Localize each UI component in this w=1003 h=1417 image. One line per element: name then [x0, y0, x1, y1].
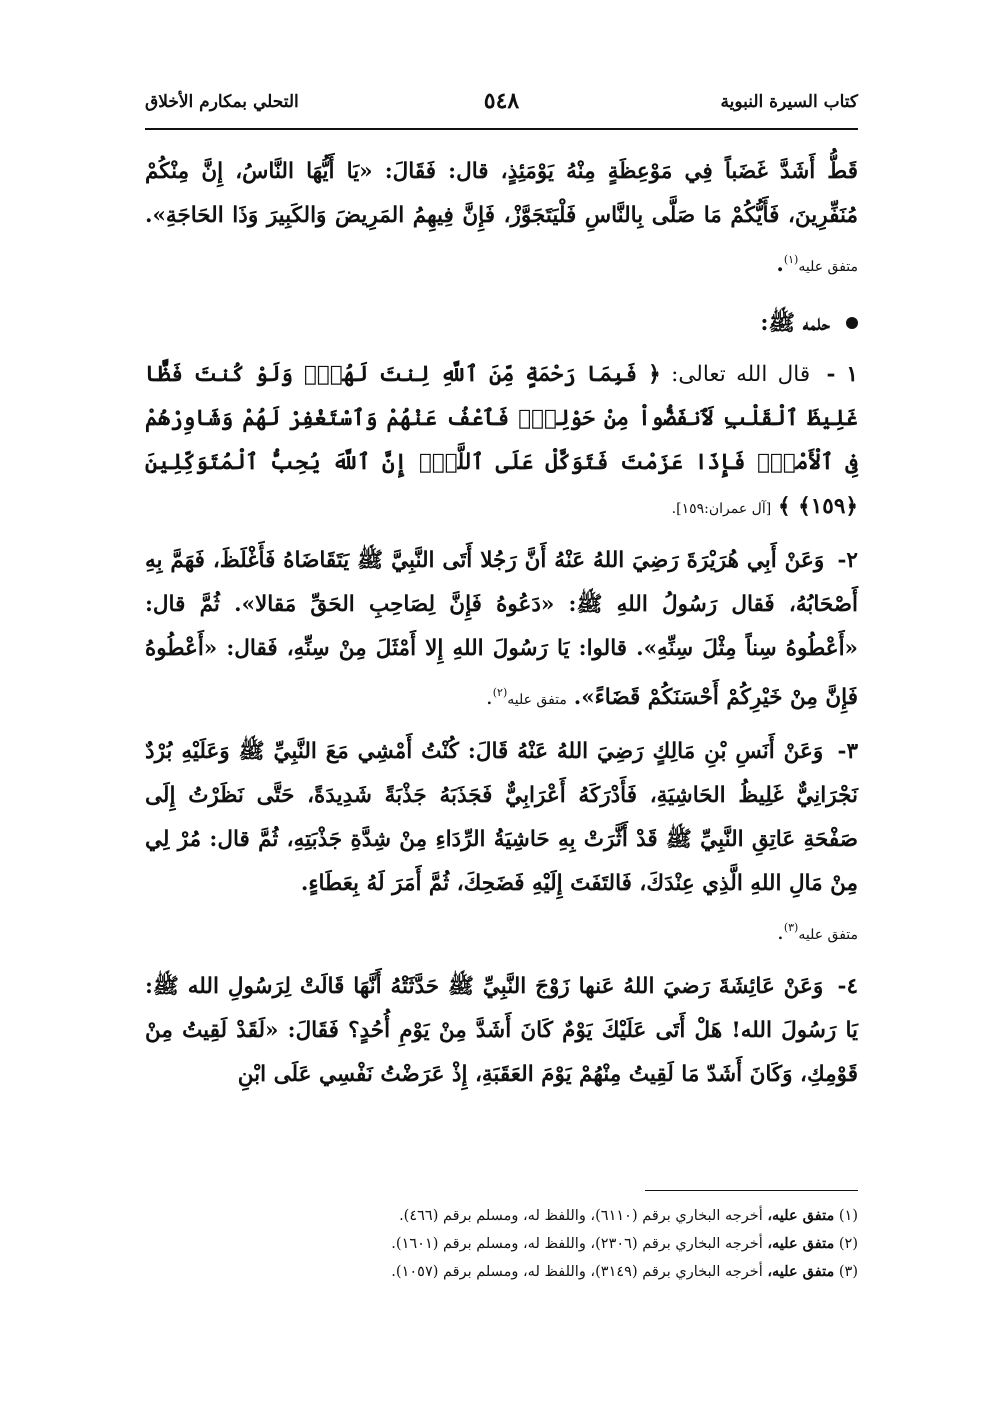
item-text: وَعَنْ أَنَسِ بْنِ مَالِكٍ رَضِيَ اللهُ عَنْهُ قَالَ: كُنْتُ أَمْشِي مَعَ النَّبِيِّ ﷺ وَعَلَيْهِ بُرْدٌ نَجْرَانِيٌّ غَلِيظُ الحَاشِيَةِ، فَأَدْرَكَهُ أَعْرَابِيٌّ فَجَذَبَهُ جَذْبَةً شَدِيدَةً، حَتَّى نَظَرْتُ إِلَى صَفْحَةِ عَاتِقِ النَّبِيِّ ﷺ قَدْ أَثَّرَتْ بِهِ حَاشِيَةُ الرِّدَاءِ مِنْ شِدَّةِ جَذْبَتِهِ، ثُمَّ قال: مُرْ لِي مِنْ مَالِ اللهِ الَّذِي عِنْدَكَ، فَالتَفَتَ إِلَيْهِ فَضَحِكَ، ثُمَّ أَمَرَ لَهُ بِعَطَاءٍ. [145, 739, 858, 897]
intro-text: قَطُّ أَشَدَّ غَضَباً فِي مَوْعِظَةٍ مِنْهُ يَوْمَئِذٍ، قال: فَقَالَ: «يَا أَيُّهَا النَّاسُ، إِنَّ مِنْكُمْ مُنَفِّرِينَ، فَأَيُّكُمْ مَا صَلَّى بِالنَّاسِ فَلْيَتَجَوَّزْ، فَإِنَّ فِيهِمُ المَرِيضَ وَالكَبِيرَ وَذَا الحَاجَةِ». [145, 159, 858, 228]
section-title: حلمه ﷺ: [760, 310, 830, 337]
page-number: ٥٤٨ [483, 88, 520, 114]
footnote [145, 1230, 858, 1258]
page-body [145, 150, 858, 1105]
quran-verse: ﴿ فَبِمَا رَحْمَةٍ مِّنَ ٱللَّهِ لِنتَ لَهُمْۖ وَلَوْ كُنتَ فَظًّا غَلِيظَ ٱلْقَلْبِ لَٱنفَضُّواْ مِنْ حَوْلِكَۖ فَٱعْفُ عَنْهُمْ وَٱسْتَغْفِرْ لَهُمْ وَشَاوِرْهُمْ فِى ٱلْأَمْرِۖ فَإِذَا عَزَمْتَ فَتَوَكَّلْ عَلَى ٱللَّهِۚ إِنَّ ٱللَّهَ يُحِبُّ ٱلْمُتَوَكِّلِينَ ﴿١٥٩﴾ ﴾ [145, 362, 858, 520]
footnote-lead: متفق عليه، [767, 1263, 835, 1280]
item-number: ٢- [837, 548, 858, 574]
footnote-number: (٣) [838, 1264, 858, 1280]
footnote-lead: متفق عليه، [767, 1207, 835, 1224]
item-end: . [485, 685, 493, 711]
footnote-ref-3: (٣) [783, 921, 799, 935]
item-takhrij: متفق عليه [507, 692, 567, 709]
footnote-text: أخرجه البخاري برقم (٣١٤٩)، واللفظ له، ومسلم برقم (١٠٥٧). [391, 1264, 763, 1280]
item-number: ١ - [826, 362, 858, 388]
item-text: وَعَنْ أَبِي هُرَيْرَةَ رَضِيَ اللهُ عَنْهُ أَنَّ رَجُلا أَتَى النَّبِيَّ ﷺ يَتَقَاضَاهُ فَأَغْلَظَ، فَهَمَّ بِهِ أَصْحَابُهُ، فَقال رَسُولُ اللهِ ﷺ: «دَعُوهُ فَإِنَّ لِصَاحِبِ الحَقِّ مَقالا». ثُمَّ قال: «أَعْطُوهُ سِناً مِثْلَ سِنِّهِ». قالوا: يَا رَسُولَ اللهِ إِلا أَمْثَلَ مِنْ سِنِّهِ، فَقال: «أَعْطُوهُ فَإِنَّ مِنْ خَيْرِكُمْ أَحْسَنَكُمْ قَضَاءً». [145, 548, 858, 711]
running-header [145, 88, 858, 122]
footnotes [145, 1202, 858, 1286]
list-item [145, 353, 858, 531]
item-pre: قال الله تعالى: [671, 362, 811, 388]
header-rule [145, 128, 858, 130]
footnote-ref-1: (١) [783, 253, 799, 266]
chapter-title: التحلي بمكارم الأخلاق [145, 92, 299, 112]
footnote-number: (١) [838, 1208, 858, 1224]
list-item [145, 539, 858, 722]
intro-paragraph [145, 150, 858, 289]
footnote [145, 1202, 858, 1230]
footnote-ref-2: (٢) [492, 686, 508, 700]
list-item [145, 965, 858, 1097]
item-number: ٣- [837, 739, 858, 765]
book-title: كتاب السيرة النبوية [720, 92, 858, 112]
item-takhrij: متفق عليه [798, 927, 858, 944]
intro-end: . [776, 252, 784, 278]
list-item [145, 730, 858, 957]
item-end: . [776, 920, 784, 946]
item-number: ٤- [837, 974, 858, 1000]
footnote-text: أخرجه البخاري برقم (٢٣٠٦)، واللفظ له، ومسلم برقم (١٦٠١). [391, 1236, 763, 1252]
section-heading [145, 301, 858, 345]
verse-reference: [آل عمران:١٥٩]. [671, 501, 772, 518]
footnote-text: أخرجه البخاري برقم (٦١١٠)، واللفظ له، ومسلم برقم (٤٦٦). [399, 1208, 763, 1224]
footnote-lead: متفق عليه، [767, 1235, 835, 1252]
intro-takhrij: متفق عليه [798, 259, 858, 276]
bullet-icon [846, 317, 858, 329]
footnote-rule [645, 1190, 858, 1191]
item-text: وَعَنْ عَائِشَةَ رَضيَ اللهُ عَنها زَوْجَ النَّبِيِّ ﷺ حَدَّثَتْهُ أَنَّهَا قَالَتْ لِرَسُولِ الله ﷺ: يَا رَسُولَ الله! هَلْ أَتَى عَلَيْكَ يَوْمٌ كَانَ أَشَدَّ مِنْ يَوْمِ أُحُدٍ؟ فَقَالَ: «لَقَدْ لَقِيتُ مِنْ قَوْمِكِ، وَكَانَ أَشَدّ مَا لَقِيتُ مِنْهُمْ يَوْمَ العَقَبَةِ، إِذْ عَرَضْتُ نَفْسِي عَلَى ابْنِ [145, 974, 858, 1088]
footnote-number: (٢) [838, 1236, 858, 1252]
footnote [145, 1258, 858, 1286]
